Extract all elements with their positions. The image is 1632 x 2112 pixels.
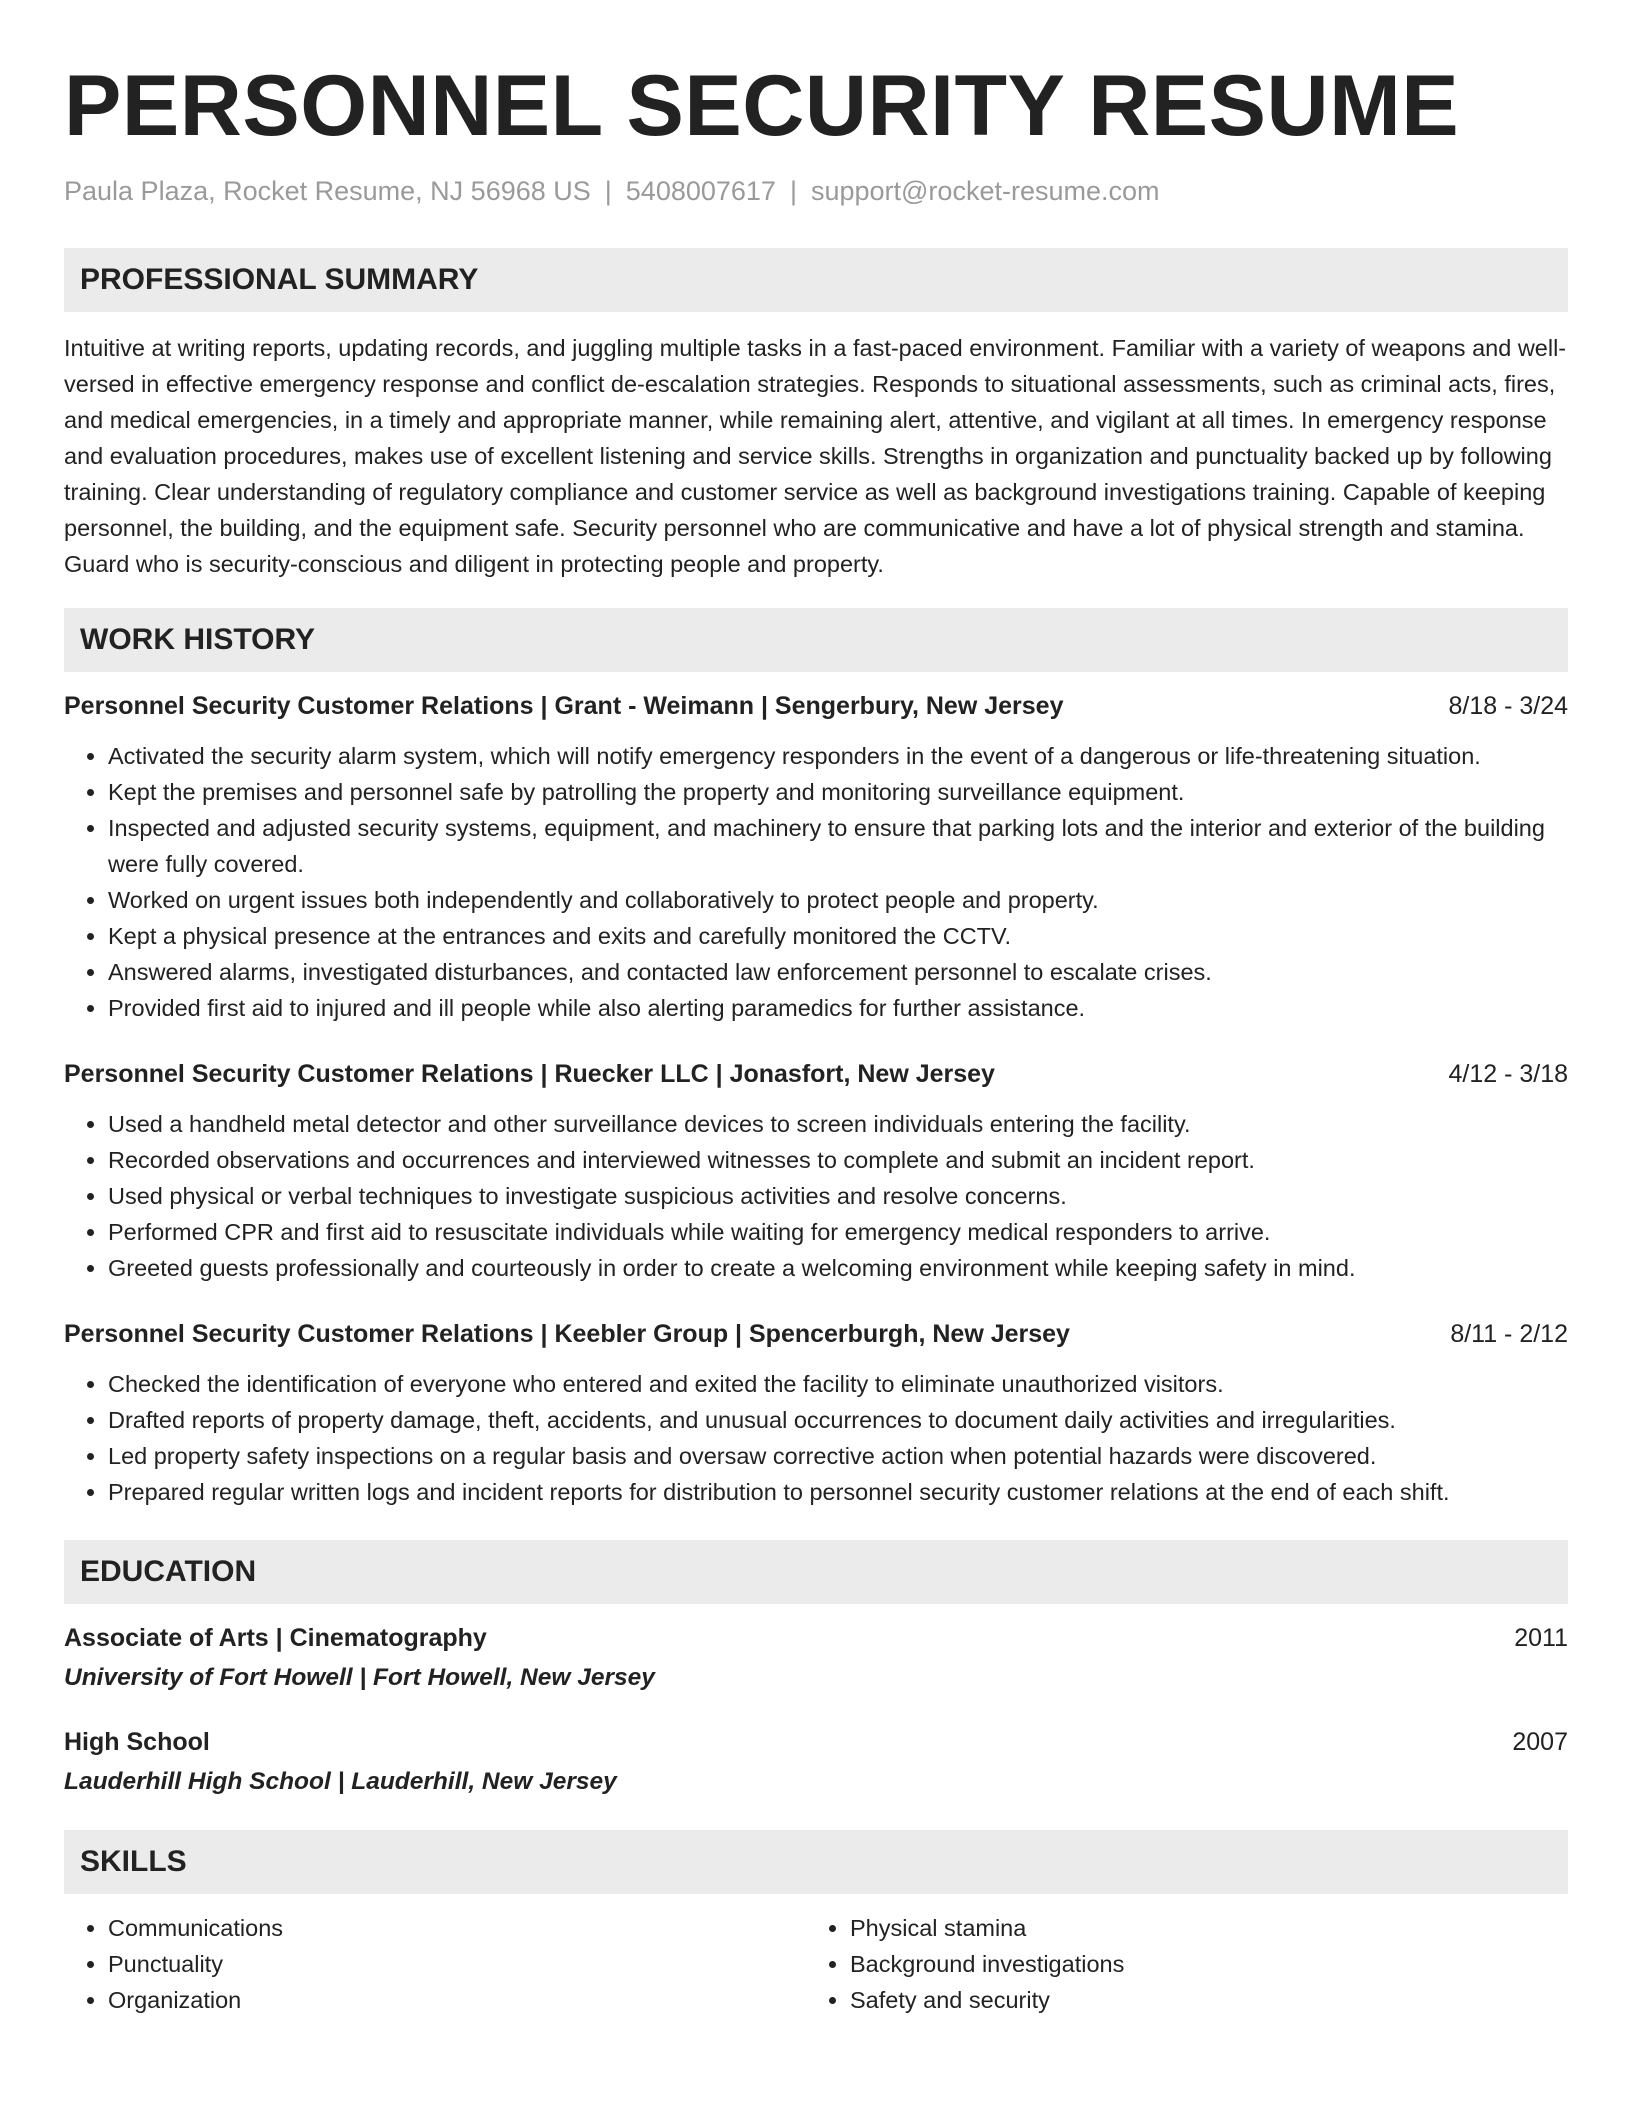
education-entry [64,1620,1568,1696]
education-school: Lauderhill High School | Lauderhill, New Jersey [64,1768,617,1795]
section-heading-skills: SKILLS [64,1830,1568,1894]
skills-list [64,1910,1568,2018]
job-bullet: • Activated the security alarm system, which will notify emergency responders in the event of a dangerous or life-threatening situation. [108,738,1568,774]
skill-item: • Punctuality [108,1946,806,1982]
job-bullet: • Used physical or verbal techniques to investigate suspicious activities and resolve concerns. [108,1178,1568,1214]
skill-item: • Physical stamina [850,1910,1548,1946]
section-heading-work-history: WORK HISTORY [64,608,1568,672]
contact-email: support@rocket-resume.com [810,176,1160,206]
job-bullets [64,1106,1568,1286]
contact-separator: | [604,176,612,206]
job-bullets [64,1366,1568,1510]
job-bullet: • Greeted guests professionally and courteously in order to create a welcoming environment while keeping safety in mind. [108,1250,1568,1286]
job-dates: 4/12 - 3/18 [1448,1060,1568,1088]
job-title: Personnel Security Customer Relations | Grant - Weimann | Sengerbury, New Jersey [64,692,1064,720]
job-header [64,1056,1568,1092]
job-header [64,1316,1568,1352]
job-title: Personnel Security Customer Relations | Ruecker LLC | Jonasfort, New Jersey [64,1060,995,1088]
job-bullet: • Used a handheld metal detector and other surveillance devices to screen individuals entering the facility. [108,1106,1568,1142]
summary-text: Intuitive at writing reports, updating records, and juggling multiple tasks in a fast-paced environment. Familiar with a variety of weapons and well-versed in effective emergency response and conflict de-escalation strategies. Responds to situational assessments, such as criminal acts, fires, and medical emergencies, in a timely and appropriate manner, while remaining alert, attentive, and vigilant at all times. In emergency response and evaluation procedures, makes use of excellent listening and service skills. Strengths in organization and punctuality backed up by following training. Clear understanding of regulatory compliance and customer service as well as background investigations training. Capable of keeping personnel, the building, and the equipment safe. Security personnel who are communicative and have a lot of physical strength and stamina. Guard who is security-conscious and diligent in protecting people and property. [64,335,1567,577]
section-heading-summary: PROFESSIONAL SUMMARY [64,248,1568,312]
job-bullet: • Worked on urgent issues both independently and collaboratively to protect people and property. [108,882,1568,918]
contact-line [64,174,1568,208]
contact-separator: | [789,176,797,206]
contact-phone: 5408007617 [625,176,776,206]
job-bullet: • Kept a physical presence at the entrances and exits and carefully monitored the CCTV. [108,918,1568,954]
job-bullet: • Performed CPR and first aid to resuscitate individuals while waiting for emergency medical responders to arrive. [108,1214,1568,1250]
job-bullet: • Drafted reports of property damage, theft, accidents, and unusual occurrences to document daily activities and irregularities. [108,1402,1568,1438]
section-heading-education: EDUCATION [64,1540,1568,1604]
contact-address: Paula Plaza, Rocket Resume, NJ 56968 US [64,176,591,206]
job-entry [64,1056,1568,1286]
job-bullets [64,738,1568,1026]
job-bullet: • Recorded observations and occurrences and interviewed witnesses to complete and submit an incident report. [108,1142,1568,1178]
job-bullet: • Checked the identification of everyone who entered and exited the facility to eliminate unauthorized visitors. [108,1366,1568,1402]
job-title: Personnel Security Customer Relations | Keebler Group | Spencerburgh, New Jersey [64,1320,1070,1348]
job-dates: 8/18 - 3/24 [1448,692,1568,720]
resume-title: PERSONNEL SECURITY RESUME [64,58,1460,154]
skills-column-right [806,1910,1548,2018]
education-school: University of Fort Howell | Fort Howell, New Jersey [64,1664,655,1691]
education-year: 2011 [1514,1624,1568,1652]
job-bullet: • Provided first aid to injured and ill people while also alerting paramedics for further assistance. [108,990,1568,1026]
job-bullet: • Led property safety inspections on a regular basis and oversaw corrective action when potential hazards were discovered. [108,1438,1568,1474]
job-bullet: • Prepared regular written logs and incident reports for distribution to personnel security customer relations at the end of each shift. [108,1474,1568,1510]
skill-item: • Safety and security [850,1982,1548,2018]
job-bullet: • Inspected and adjusted security systems, equipment, and machinery to ensure that parking lots and the interior and exterior of the building were fully covered. [108,810,1568,882]
job-dates: 8/11 - 2/12 [1450,1320,1568,1348]
skill-item: • Background investigations [850,1946,1548,1982]
education-header [64,1620,1568,1656]
skill-item: • Communications [108,1910,806,1946]
education-degree: Associate of Arts | Cinematography [64,1624,487,1652]
job-header [64,688,1568,724]
education-entry [64,1724,1568,1800]
job-entry [64,1316,1568,1510]
education-year: 2007 [1512,1728,1568,1756]
job-bullet: • Kept the premises and personnel safe by patrolling the property and monitoring surveillance equipment. [108,774,1568,810]
skills-column-left [64,1910,806,2018]
skill-item: • Organization [108,1982,806,2018]
job-entry [64,688,1568,1026]
job-bullet: • Answered alarms, investigated disturbances, and contacted law enforcement personnel to escalate crises. [108,954,1568,990]
education-header [64,1724,1568,1760]
education-degree: High School [64,1728,210,1756]
